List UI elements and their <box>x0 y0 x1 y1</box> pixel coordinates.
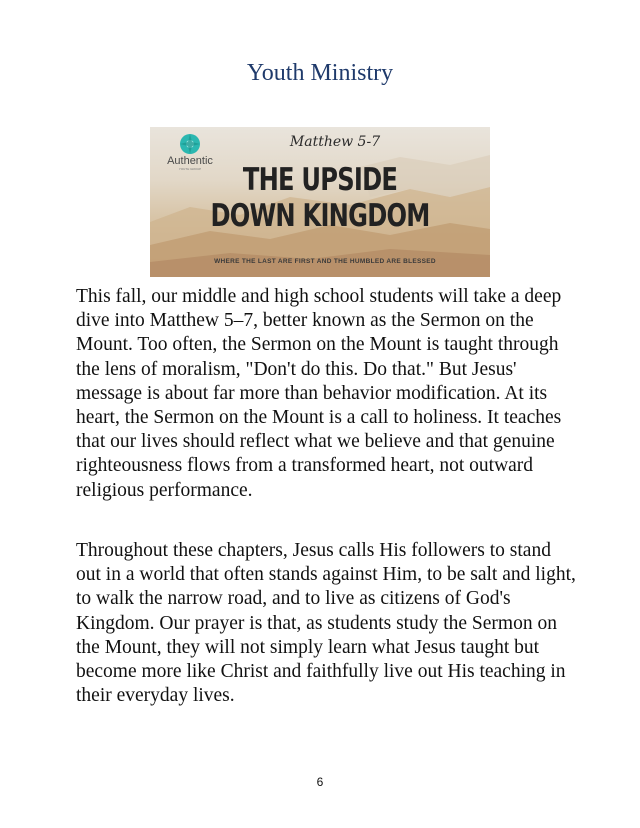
banner-tagline: WHERE THE LAST ARE FIRST AND THE HUMBLED ARE BLESSED <box>214 258 436 265</box>
logo-subtext: YOUTH GROUP <box>178 167 202 171</box>
page-title: Youth Ministry <box>246 60 394 86</box>
sermon-series-banner <box>150 127 490 277</box>
body-paragraph-2: Throughout these chapters, Jesus calls His followers to stand out in a world that often stands against Him, to be salt and light, to walk the narrow road, and to live as citizens of God's Kingdom. Our prayer is that, as students study the Sermon on the Mount, they will not simply learn what Jesus taught but become more like Christ and faithfully live out His teaching in their everyday lives. <box>76 540 576 707</box>
scripture-reference: Matthew 5-7 <box>289 134 381 150</box>
logo-text: Authentic <box>167 155 213 167</box>
body-paragraph-1: This fall, our middle and high school students will take a deep dive into Matthew 5–7, better known as the Sermon on the Mount. Too often, the Sermon on the Mount is taught through the lens of moralism, "Don't do this. Do that." But Jesus' message is about far more than behavior modification. At its heart, the Sermon on the Mount is a call to holiness. It teaches that our lives should reflect what we believe and that genuine righteousness flows from a transformed heart, not outward religious performance. <box>76 286 562 501</box>
page-number: 6 <box>316 775 324 789</box>
banner-headline-line1: THE UPSIDE <box>242 162 398 198</box>
banner-headline-line2: DOWN KINGDOM <box>210 198 430 234</box>
